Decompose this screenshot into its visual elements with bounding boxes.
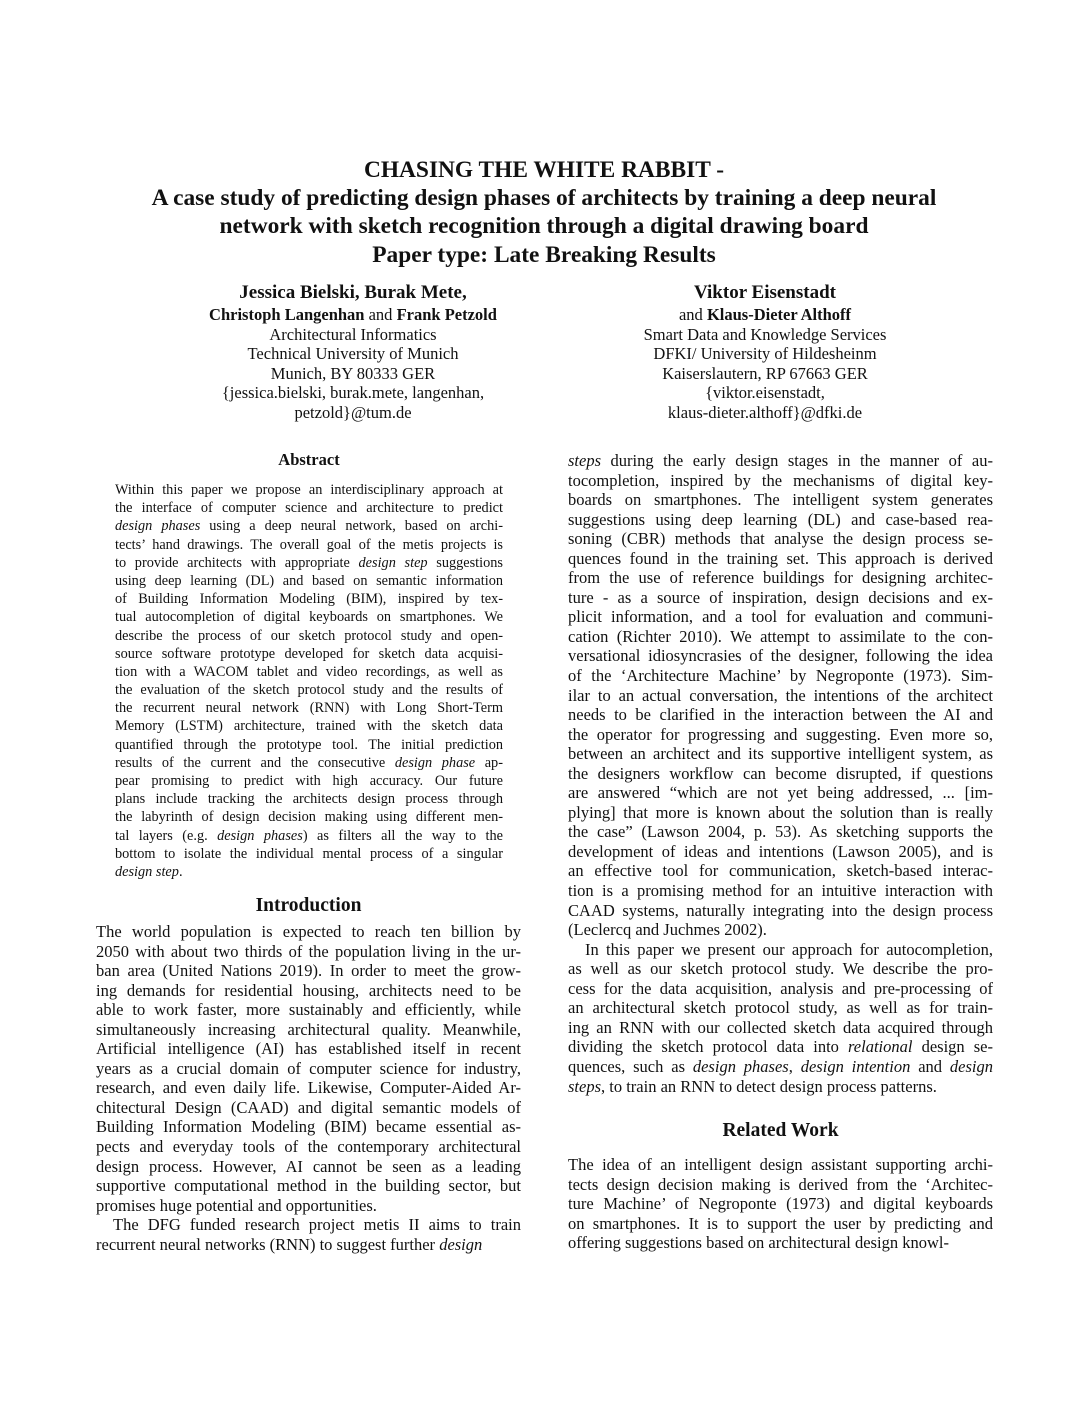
author-names-line2 — [128, 305, 578, 325]
email-line: petzold}@tum.de — [294, 402, 412, 422]
text-line: recurrent neural networks (RNN) to suggest further design — [96, 1234, 483, 1254]
text-line: quantified through the prototype tool. The initial prediction — [115, 736, 503, 753]
author-name: Christoph Langenhan — [209, 305, 365, 324]
abstract-body — [115, 481, 503, 881]
text-line: able to work faster, more sustainably and efficiently, while — [96, 1000, 521, 1020]
text-line: quences found in the training set. This approach is derived — [568, 548, 993, 568]
text-line: CAAD systems, naturally integrating into the design process — [568, 900, 993, 920]
text-line: (Leclercq and Juchmes 2002). — [568, 920, 767, 940]
text-line: steps, to train an RNN to detect design process patterns. — [568, 1076, 937, 1096]
text-line: tion with a WACOM tablet and video recordings, as well as — [115, 663, 503, 680]
text-line: of the ‘Architecture Machine’ by Negroponte (1973). Sim- — [568, 666, 993, 686]
introduction-body-continued — [568, 451, 993, 1096]
text-line: chitectural Design (CAAD) and digital semantic models of — [96, 1097, 521, 1117]
email-line: {viktor.eisenstadt, — [705, 383, 825, 403]
author-block-right — [540, 281, 990, 423]
affiliation-line: Architectural Informatics — [269, 324, 437, 344]
text-line: The idea of an intelligent design assistant supporting archi- — [568, 1155, 993, 1174]
text-line: bottom to isolate the individual mental process of a singular — [115, 845, 503, 862]
text-line: the designers workflow can become disrupted, if questions — [568, 763, 993, 783]
text-line: pects and everyday tools of the contemporary architectural — [96, 1137, 521, 1157]
text-line: 2050 with about two thirds of the population living in the ur- — [96, 941, 521, 961]
text-line: Artificial intelligence (AI) has established itself in recent — [96, 1039, 521, 1059]
text-line: steps during the early design stages in the manner of au- — [568, 451, 993, 470]
text-line: plans include tracking the architects design process through — [115, 791, 503, 808]
text-line: describe the process of our sketch protocol study and open- — [115, 627, 503, 644]
author-names: Jessica Bielski, Burak Mete, — [239, 282, 467, 303]
text-line: ture - as a source of inspiration, design decisions and ex- — [568, 587, 993, 607]
text-line: results of the current and the consecutive design phase ap- — [115, 754, 503, 771]
related-work-heading: Related Work — [722, 1120, 839, 1141]
text-line: ture Machine’ of Negroponte (1973) and digital keyboards — [568, 1194, 993, 1214]
text-line: pear promising to predict with high accuracy. Our future — [115, 773, 503, 789]
title-line: Paper type: Late Breaking Results — [372, 241, 716, 268]
affiliation-line: Technical University of Munich — [247, 344, 459, 364]
author-name: Klaus-Dieter Althoff — [706, 305, 851, 324]
related-work-body — [568, 1155, 993, 1253]
text-line: are answered “which are not yet being addressed, ... [im- — [568, 783, 993, 803]
text-line: an architectural sketch protocol study, as well as for train- — [568, 998, 993, 1018]
author-name: Frank Petzold — [396, 305, 497, 324]
paper-title — [90, 156, 998, 269]
text-line: plying] that more is known about the solution than is really — [568, 802, 993, 822]
text-line: dividing the sketch protocol data into relational design se- — [568, 1037, 993, 1057]
affiliation-line: DFKI/ University of Hildesheinm — [653, 344, 877, 364]
text-line: promises huge potential and opportunities. — [96, 1195, 377, 1215]
text-line: as well as our sketch protocol study. We describe the pro- — [568, 959, 993, 979]
text-line: Memory (LSTM) architecture, trained with the sketch data — [115, 718, 503, 735]
text-line: the operator for progressing and suggesting. Even more so, — [568, 724, 993, 744]
author-names-line2 — [540, 305, 990, 325]
text-line: tocompletion, inspired by the mechanisms of digital key- — [568, 470, 993, 490]
text-line: offering suggestions based on architectural design knowl- — [568, 1233, 949, 1253]
text-line: development of ideas and intentions (Lawson 2005), and is — [568, 841, 993, 861]
text-line: design phases using a deep neural network, based on archi- — [115, 518, 503, 535]
author-conjunction: and — [368, 305, 393, 324]
text-line: ing demands for residential housing, architects need to be — [96, 980, 521, 1000]
affiliation-line: Munich, BY 80333 GER — [270, 363, 436, 383]
text-line: ilar to an actual conversation, the intentions of the architect — [568, 685, 993, 705]
text-line: plicit information, and a tool for evaluation and communi- — [568, 607, 993, 627]
text-line: to provide architects with appropriate design step suggestions — [115, 554, 503, 571]
text-line: ban area (United Nations 2019). In order to meet the grow- — [96, 961, 521, 981]
text-line: between an architect and its supportive intelligent system, as — [568, 744, 993, 764]
title-line: network with sketch recognition through a digital drawing board — [219, 213, 869, 240]
text-line: boards on smartphones. The intelligent system generates — [568, 490, 993, 510]
text-line: from the use of reference buildings for designing architec- — [568, 568, 993, 588]
text-line: The world population is expected to reach ten billion by — [96, 922, 521, 941]
title-line: CHASING THE WHITE RABBIT - — [363, 157, 725, 183]
text-line: the case” (Lawson 2004, p. 53). As sketching supports the — [568, 822, 993, 842]
author-names: Viktor Eisenstadt — [694, 282, 836, 303]
text-line: tal layers (e.g. design phases) as filters all the way to the — [115, 827, 503, 844]
text-line: supportive computational method in the building sector, but — [96, 1176, 521, 1196]
abstract-heading: Abstract — [278, 450, 340, 469]
text-line: of Building Information Modeling (BIM), inspired by tex- — [115, 591, 503, 608]
text-line: quences, such as design phases, design intention and design — [568, 1056, 993, 1076]
text-line: needs to be clarified in the interaction between the AI and — [568, 705, 993, 725]
text-line: an effective tool for communication, sketch-based interac- — [568, 861, 993, 881]
text-line: using deep learning (DL) and based on semantic information — [115, 572, 503, 589]
affiliation-line: Smart Data and Knowledge Services — [643, 324, 887, 344]
text-line: design process. However, AI cannot be seen as a leading — [96, 1156, 521, 1176]
text-line: In this paper we present our approach for autocompletion, — [585, 939, 993, 959]
author-block-left — [128, 281, 578, 423]
text-line: versational idiosyncrasies of the designer, following the idea — [568, 646, 993, 666]
author-conjunction: and — [678, 305, 703, 324]
text-line: Building Information Modeling (BIM) became essential as- — [96, 1117, 521, 1137]
text-line: cation (Richter 2010). We attempt to assimilate to the con- — [568, 626, 993, 646]
text-line: the labyrinth of design decision making using different men- — [115, 809, 503, 826]
text-line: soning (CBR) methods that analyse the design process se- — [568, 529, 993, 549]
text-line: source software prototype developed for sketch data acquisi- — [115, 645, 503, 662]
email-line: {jessica.bielski, burak.mete, langenhan, — [221, 383, 485, 403]
text-line: the recurrent neural network (RNN) with Long Short-Term — [115, 700, 503, 717]
text-line: tion is a promising method for an intuitive interaction with — [568, 881, 993, 901]
text-line: The DFG funded research project metis II aims to train — [113, 1215, 521, 1235]
text-line: design step. — [115, 863, 183, 880]
affiliation-line: Kaiserslautern, RP 67663 GER — [662, 363, 868, 383]
text-line: tects’ hand drawings. The overall goal of the metis projects is — [115, 536, 503, 553]
title-line: A case study of predicting design phases of architects by training a deep neural — [151, 185, 937, 212]
email-line: klaus-dieter.althoff}@dfki.de — [667, 402, 863, 422]
introduction-heading: Introduction — [255, 895, 362, 916]
text-line: years as a crucial domain of computer science for industry, — [96, 1058, 521, 1078]
text-line: ing an RNN with our collected sketch data acquired through — [568, 1017, 993, 1037]
text-line: Within this paper we propose an interdisciplinary approach at — [115, 482, 503, 498]
text-line: the evaluation of the sketch protocol study and the results of — [115, 682, 503, 699]
introduction-body — [96, 922, 521, 1254]
text-line: simultaneously increasing architectural quality. Meanwhile, — [96, 1019, 521, 1039]
text-line: the interface of computer science and architecture to predict — [115, 500, 503, 517]
text-line: tects design decision making is derived from the ‘Architec- — [568, 1174, 993, 1194]
text-line: suggestions using deep learning (DL) and case-based rea- — [568, 509, 993, 529]
text-line: research, and even daily life. Likewise, Computer-Aided Ar- — [96, 1078, 521, 1098]
text-line: cess for the data acquisition, analysis and pre-processing of — [568, 978, 993, 998]
text-line: on smartphones. It is to support the user by predicting and — [568, 1213, 993, 1233]
text-line: tual autocompletion of digital keyboards on smartphones. We — [115, 609, 503, 626]
